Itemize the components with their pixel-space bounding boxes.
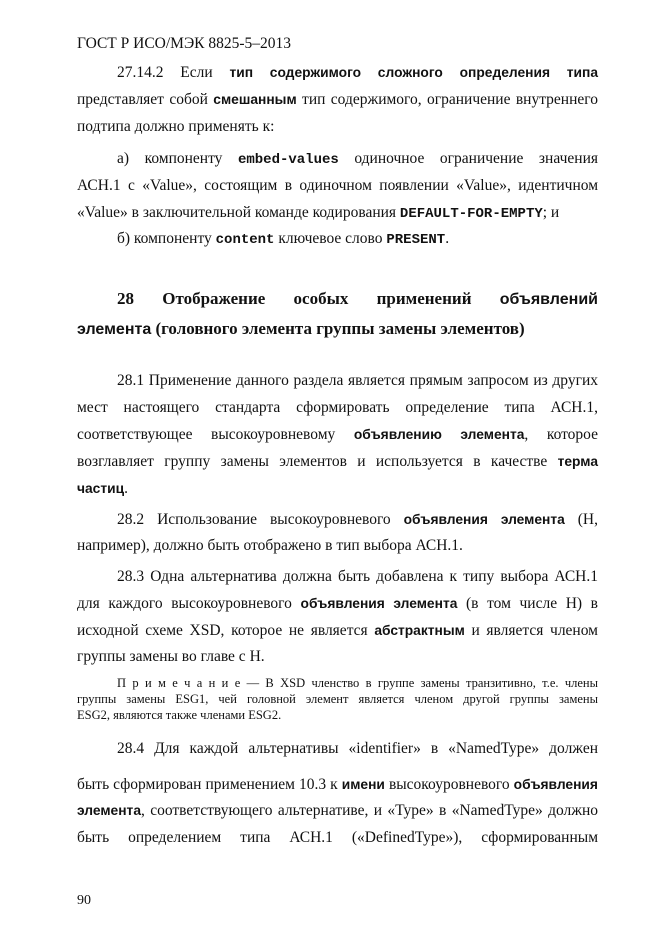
term-bold: смешанным: [213, 92, 297, 107]
text-line: [77, 399, 598, 417]
term-bold: объявлению элемента: [353, 427, 525, 442]
text-line: [77, 426, 598, 444]
text-run: .: [124, 480, 128, 497]
text-run: ключевое слово: [274, 230, 387, 247]
text-run: (Н,: [564, 511, 599, 528]
text-run: П р и м е ч а н и е — В XSD членство в группе замены транзитивно, т.е. члены: [117, 676, 598, 690]
text-line: [77, 622, 598, 640]
term-bold: элемента: [77, 803, 141, 818]
text-run: возглавляет группу замены элементов и используется в качестве: [77, 453, 558, 470]
text-run: соответствующее высокоуровневому: [77, 426, 354, 443]
text-line: [117, 150, 598, 168]
text-line: [117, 511, 598, 529]
text-line: [77, 320, 598, 339]
text-run: исходной схеме XSD, которое не является: [77, 622, 375, 639]
text-run: а) компоненту: [117, 150, 238, 167]
text-line: [77, 177, 598, 195]
text-line: [117, 740, 598, 758]
text-run: 28.1 Применение данного раздела является прямым запросом из других: [117, 372, 598, 389]
text-line: [77, 91, 598, 109]
text-run: мест настоящего стандарта сформировать определение типа АСН.1,: [77, 399, 598, 416]
term-bold: терма: [557, 454, 598, 469]
text-run: ESG2, являются также членами ESG2.: [77, 708, 282, 722]
text-line: [77, 595, 598, 613]
text-run: ; и: [542, 204, 560, 221]
code-keyword: content: [215, 232, 275, 248]
text-line: [117, 230, 598, 249]
term-bold: объявления: [513, 777, 598, 792]
text-run: АСН.1 с «Value», состоящим в одиночном появлении «Value», идентичном: [77, 177, 598, 194]
text-line: [77, 802, 598, 820]
code-keyword: embed-values: [237, 152, 339, 168]
page-number: 90: [77, 893, 91, 908]
text-line: [77, 537, 598, 555]
text-run: подтипа должно применять к:: [77, 118, 275, 135]
text-run: , которое: [524, 426, 598, 443]
text-run: высокоуровневого: [384, 776, 514, 793]
term-bold: частиц: [77, 481, 125, 496]
text-run: (в том числе Н) в: [457, 595, 598, 612]
section-heading: (головного элемента группы замены элементов): [151, 319, 525, 338]
text-line: [77, 204, 598, 223]
text-run: .: [445, 230, 450, 247]
text-line: [117, 568, 598, 586]
code-keyword: PRESENT: [386, 232, 446, 248]
text-run: 28.4 Для каждой альтернативы «identifier» в «NamedType» должен: [117, 740, 598, 757]
text-line: [77, 829, 598, 847]
text-run: тип содержимого, ограничение внутреннего: [296, 91, 599, 108]
text-line: [77, 480, 598, 498]
text-run: и является членом: [464, 622, 598, 639]
text-run: быть сформирован применением 10.3 к: [77, 776, 342, 793]
term-bold: тип содержимого сложного определения типа: [229, 65, 598, 80]
text-run: 27.14.2 Если: [117, 64, 230, 81]
text-run: б) компоненту: [117, 230, 216, 247]
text-line: [117, 64, 598, 82]
text-run: «Value» в заключительной команде кодирования: [77, 204, 400, 221]
term-bold: объявлений: [499, 291, 598, 308]
text-run: например), должно быть отображено в тип выбора АСН.1.: [77, 537, 463, 554]
text-run: 28.2 Использование высокоуровневого: [117, 511, 404, 528]
document-header: ГОСТ Р ИСО/МЭК 8825-5–2013: [77, 35, 292, 52]
term-bold: абстрактным: [374, 623, 465, 638]
text-run: группы замены ESG1, чей головной элемент является членом другой группы замены: [77, 692, 598, 706]
text-run: группы замены во главе с Н.: [77, 648, 265, 665]
text-line: [77, 648, 598, 666]
text-run: представляет собой: [77, 91, 214, 108]
section-heading: 28 Отображение особых применений: [117, 289, 500, 308]
term-bold: имени: [341, 777, 385, 792]
text-run: для каждого высокоуровневого: [77, 595, 301, 612]
text-line: [117, 372, 598, 390]
text-line: [77, 118, 598, 136]
text-run: , соответствующего альтернативе, и «Type» в «NamedType» должно: [141, 802, 598, 819]
text-line: [77, 453, 598, 471]
code-keyword: DEFAULT-FOR-EMPTY: [399, 206, 543, 222]
term-bold: объявления элемента: [300, 596, 458, 611]
term-bold: объявления элемента: [403, 512, 565, 527]
text-run: 28.3 Одна альтернатива должна быть добавлена к типу выбора АСН.1: [117, 568, 598, 585]
term-bold: элемента: [77, 321, 152, 338]
note-line: [77, 708, 598, 723]
text-run: быть определением типа АСН.1 («DefinedType»), сформированным: [77, 829, 598, 846]
text-run: одиночное ограничение значения: [338, 150, 598, 167]
text-line: [117, 290, 598, 308]
text-line: [77, 776, 598, 794]
